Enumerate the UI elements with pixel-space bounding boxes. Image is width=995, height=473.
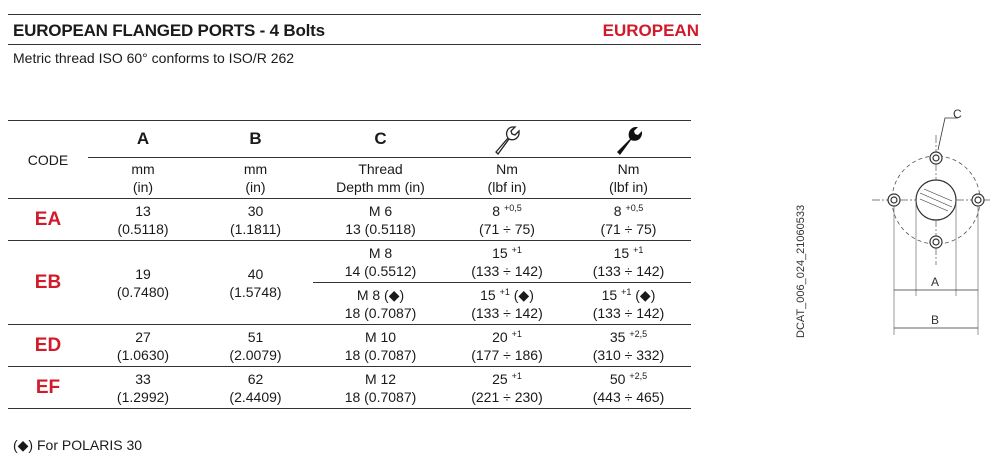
cell-c: M 12 18 (0.7087): [344, 370, 417, 405]
col-a-header: A: [88, 121, 198, 158]
cell-torque2: 35 $^{+2,5}$ (310 ÷ 332): [592, 328, 665, 363]
ports-table: [8, 120, 691, 409]
cell-b: 40 (1.5748): [229, 265, 282, 300]
cell-b: 62 (2.4409): [229, 370, 282, 405]
cell-a: 27 (1.0630): [116, 328, 170, 363]
open-wrench-icon: [448, 121, 566, 158]
row-code: EB: [34, 271, 62, 293]
cell-torque1: 20 $^{+1}$ (177 ÷ 186): [471, 328, 543, 363]
page-subtitle: Metric thread ISO 60° conforms to ISO/R 262: [13, 50, 295, 66]
solid-wrench-icon: [566, 121, 691, 158]
table-row: [8, 241, 691, 283]
footnote: (◆) For POLARIS 30: [13, 437, 143, 453]
cell-torque1: 8 $^{+0,5}$ (71 ÷ 75): [479, 202, 535, 237]
header-bar: [8, 19, 701, 43]
col-c-header: C: [313, 121, 448, 158]
page-title: EUROPEAN FLANGED PORTS - 4 Bolts: [13, 21, 325, 40]
row-code: EF: [35, 376, 61, 398]
label-c: C: [953, 107, 962, 121]
flange-drawing: [790, 100, 995, 345]
cell-torque1: 25 $^{+1}$ (221 ÷ 230): [471, 370, 543, 405]
col-b-header: B: [198, 121, 313, 158]
cell-torque2: 8 $^{+0,5}$ (71 ÷ 75): [600, 202, 657, 237]
cell-a: 19 (0.7480): [116, 265, 170, 300]
brand-label: EUROPEAN: [602, 21, 699, 40]
table-row: [8, 367, 691, 409]
cell-c: M 10 18 (0.7087): [344, 328, 417, 363]
cell-c: M 8 14 (0.5512): [344, 244, 417, 279]
col-b-unit: mm (in): [243, 161, 268, 195]
cell-c: M 6 13 (0.5118): [345, 202, 416, 237]
drawing-ref-code: DCAT_006_024_21060533: [795, 204, 807, 338]
row-code: ED: [34, 334, 62, 356]
cell-b: 51 (2.0079): [229, 328, 282, 363]
top-rule: [8, 14, 701, 15]
col-c-unit: Thread Depth mm (in): [336, 161, 425, 195]
table-row: [8, 199, 691, 241]
cell-torque1: 15 $^{+1}$ (◆) (133 ÷ 142): [448, 283, 566, 325]
row-code: EA: [34, 208, 62, 230]
cell-a: 33 (1.2992): [116, 370, 170, 405]
cell-torque1: 15 $^{+1}$ (133 ÷ 142): [471, 244, 543, 279]
cell-a: 13 (0.5118): [117, 202, 169, 237]
cell-torque2: 15 $^{+1}$ (◆) (133 ÷ 142): [566, 283, 691, 325]
cell-b: 30 (1.1811): [229, 202, 282, 237]
label-a: A: [931, 275, 940, 289]
header-rule: [8, 44, 701, 45]
c-leader: [938, 118, 958, 150]
cell-torque2: 15 $^{+1}$ (133 ÷ 142): [592, 244, 665, 279]
col-torque1-unit: Nm (lbf in): [487, 161, 527, 195]
label-b: B: [931, 313, 940, 327]
table-row: [8, 325, 691, 367]
code-header: CODE: [27, 151, 69, 168]
cell-torque2: 50 $^{+2,5}$ (443 ÷ 465): [592, 370, 665, 405]
cell-c: M 8 (◆) 18 (0.7087): [313, 283, 448, 325]
col-torque2-unit: Nm (lbf in): [609, 161, 648, 195]
col-a-unit: mm (in): [131, 161, 155, 195]
